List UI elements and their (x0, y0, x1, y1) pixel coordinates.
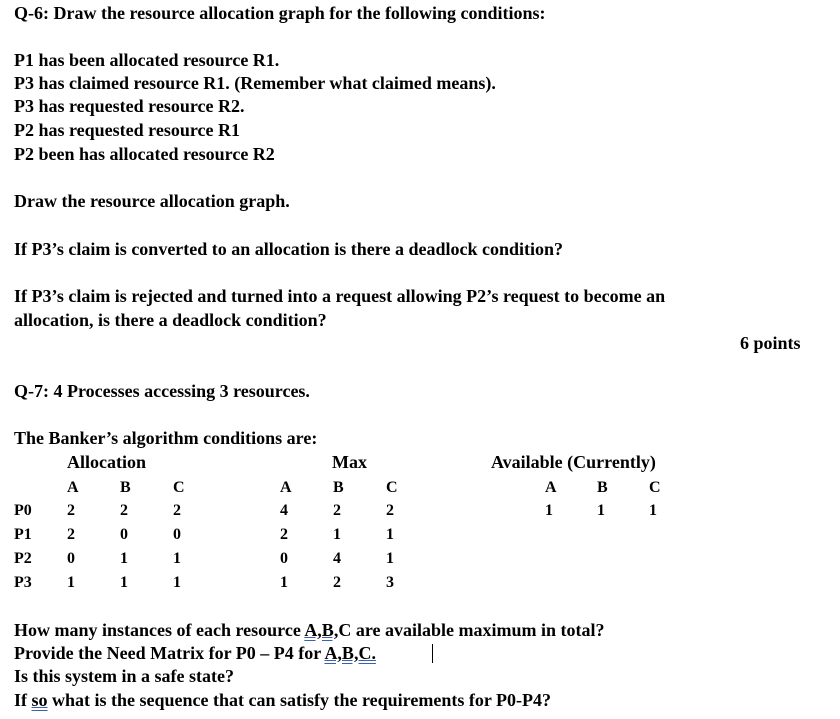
available-cell-b: 1 (597, 502, 605, 519)
allocation-cell: 0 (173, 526, 181, 543)
q6-condition-1: P1 has been allocated resource R1. (14, 50, 280, 70)
q7-question-need-matrix: Provide the Need Matrix for P0 – P4 for A,B,C. (14, 643, 376, 663)
available-col-a: A (545, 479, 557, 496)
q7-title: Q-7: 4 Processes accessing 3 resources. (14, 381, 310, 401)
max-cell: 2 (386, 502, 394, 519)
allocation-cell: 1 (173, 574, 181, 591)
q6-condition-2: P3 has claimed resource R1. (Remember what claimed means). (14, 73, 496, 93)
max-cell: 3 (386, 574, 394, 591)
q7-question-total-instances: How many instances of each resource A,B,C are available maximum in total? (14, 620, 605, 640)
max-cell: 1 (386, 550, 394, 567)
allocation-cell: 1 (120, 550, 128, 567)
allocation-col-b: B (120, 479, 131, 496)
q6-draw-instruction: Draw the resource allocation graph. (14, 191, 290, 211)
allocation-cell: 0 (67, 550, 75, 567)
q6-question-1: If P3’s claim is converted to an allocation is there a deadlock condition? (14, 239, 563, 259)
process-label: P3 (14, 574, 32, 591)
process-label: P2 (14, 550, 32, 567)
available-cell-c: 1 (649, 502, 657, 519)
allocation-cell: 1 (173, 550, 181, 567)
text-cursor (432, 644, 433, 663)
process-label: P1 (14, 526, 32, 543)
max-cell: 1 (280, 574, 288, 591)
q6-condition-3: P3 has requested resource R2. (14, 96, 245, 116)
max-cell: 2 (333, 574, 341, 591)
max-cell: 0 (280, 550, 288, 567)
allocation-header: Allocation (67, 452, 146, 472)
available-cell-a: 1 (545, 502, 553, 519)
max-cell: 1 (386, 526, 394, 543)
max-cell: 4 (333, 550, 341, 567)
max-col-b: B (333, 479, 344, 496)
allocation-col-a: A (67, 479, 79, 496)
q7-question-safe-state: Is this system in a safe state? (14, 666, 234, 686)
available-header: Available (Currently) (491, 452, 656, 472)
q6-points: 6 points (740, 333, 801, 353)
allocation-cell: 2 (120, 502, 128, 519)
max-col-a: A (280, 479, 292, 496)
q6-question-2-line-1: If P3’s claim is rejected and turned into a request allowing P2’s request to become an (14, 286, 666, 306)
max-header: Max (332, 452, 367, 472)
max-cell: 2 (333, 502, 341, 519)
allocation-cell: 1 (67, 574, 75, 591)
max-cell: 4 (280, 502, 288, 519)
allocation-col-c: C (173, 479, 185, 496)
q6-title: Q-6: Draw the resource allocation graph for the following conditions: (14, 3, 546, 23)
max-cell: 1 (333, 526, 341, 543)
q7-intro: The Banker’s algorithm conditions are: (14, 428, 318, 448)
allocation-cell: 2 (67, 502, 75, 519)
allocation-cell: 1 (120, 574, 128, 591)
q6-condition-5: P2 been has allocated resource R2 (14, 144, 275, 164)
available-col-c: C (649, 479, 661, 496)
allocation-cell: 0 (120, 526, 128, 543)
available-col-b: B (597, 479, 608, 496)
process-label: P0 (14, 502, 32, 519)
allocation-cell: 2 (173, 502, 181, 519)
allocation-cell: 2 (67, 526, 75, 543)
q7-question-safe-sequence: If so what is the sequence that can satisfy the requirements for P0-P4? (14, 690, 551, 710)
q6-condition-4: P2 has requested resource R1 (14, 120, 240, 140)
max-cell: 2 (280, 526, 288, 543)
max-col-c: C (386, 479, 398, 496)
q6-question-2-line-2: allocation, is there a deadlock condition? (14, 310, 327, 330)
